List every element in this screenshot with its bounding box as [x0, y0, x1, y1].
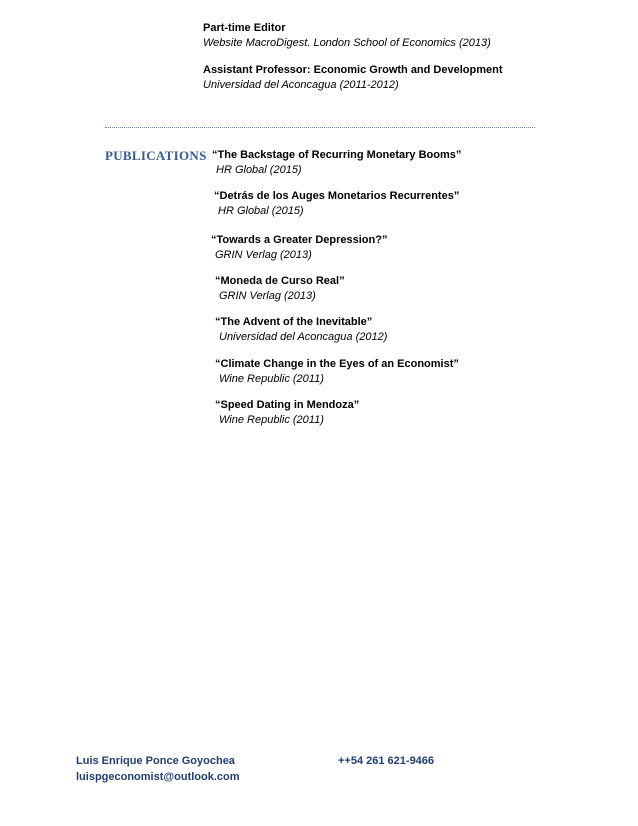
publication-source: Universidad del Aconcagua (2012)	[219, 331, 388, 343]
publication-source: Wine Republic (2011)	[219, 414, 324, 426]
footer-phone: ++54 261 621-9466	[338, 755, 435, 767]
publication-title: “Climate Change in the Eyes of an Economist”	[215, 358, 459, 370]
experience-organization: Website MacroDigest. London School of Economics (2013)	[203, 37, 491, 49]
publication-title: “Moneda de Curso Real”	[215, 275, 345, 287]
section-divider	[105, 127, 535, 128]
publication-source: GRIN Verlag (2013)	[219, 290, 316, 302]
publication-source: HR Global (2015)	[216, 164, 302, 176]
experience-entry	[203, 21, 491, 51]
publication-source: GRIN Verlag (2013)	[215, 249, 312, 261]
footer-name: Luis Enrique Ponce Goyochea	[76, 755, 235, 767]
publication-title: “The Backstage of Recurring Monetary Booms”	[212, 149, 462, 161]
publication-item	[215, 274, 345, 304]
publication-item	[212, 148, 461, 178]
publication-item	[215, 357, 459, 387]
publications-heading: PUBLICATIONS	[105, 148, 207, 163]
publication-title: “Towards a Greater Depression?”	[211, 234, 388, 246]
experience-entry	[203, 63, 503, 93]
experience-role: Part-time Editor	[203, 22, 286, 34]
publication-title: “Detrás de los Auges Monetarios Recurrentes”	[214, 190, 460, 202]
experience-organization: Universidad del Aconcagua (2011-2012)	[203, 79, 399, 91]
publication-item	[211, 233, 387, 263]
publication-item	[215, 398, 359, 428]
publication-source: Wine Republic (2011)	[219, 373, 324, 385]
publication-title: “The Advent of the Inevitable”	[215, 316, 373, 328]
footer-email: luispgeconomist@outlook.com	[76, 771, 240, 783]
footer-contact-left	[76, 753, 240, 785]
publication-item	[214, 189, 459, 219]
experience-role: Assistant Professor: Economic Growth and Development	[203, 64, 503, 76]
publication-source: HR Global (2015)	[218, 205, 304, 217]
publication-item	[215, 315, 387, 345]
publication-title: “Speed Dating in Mendoza”	[215, 399, 360, 411]
